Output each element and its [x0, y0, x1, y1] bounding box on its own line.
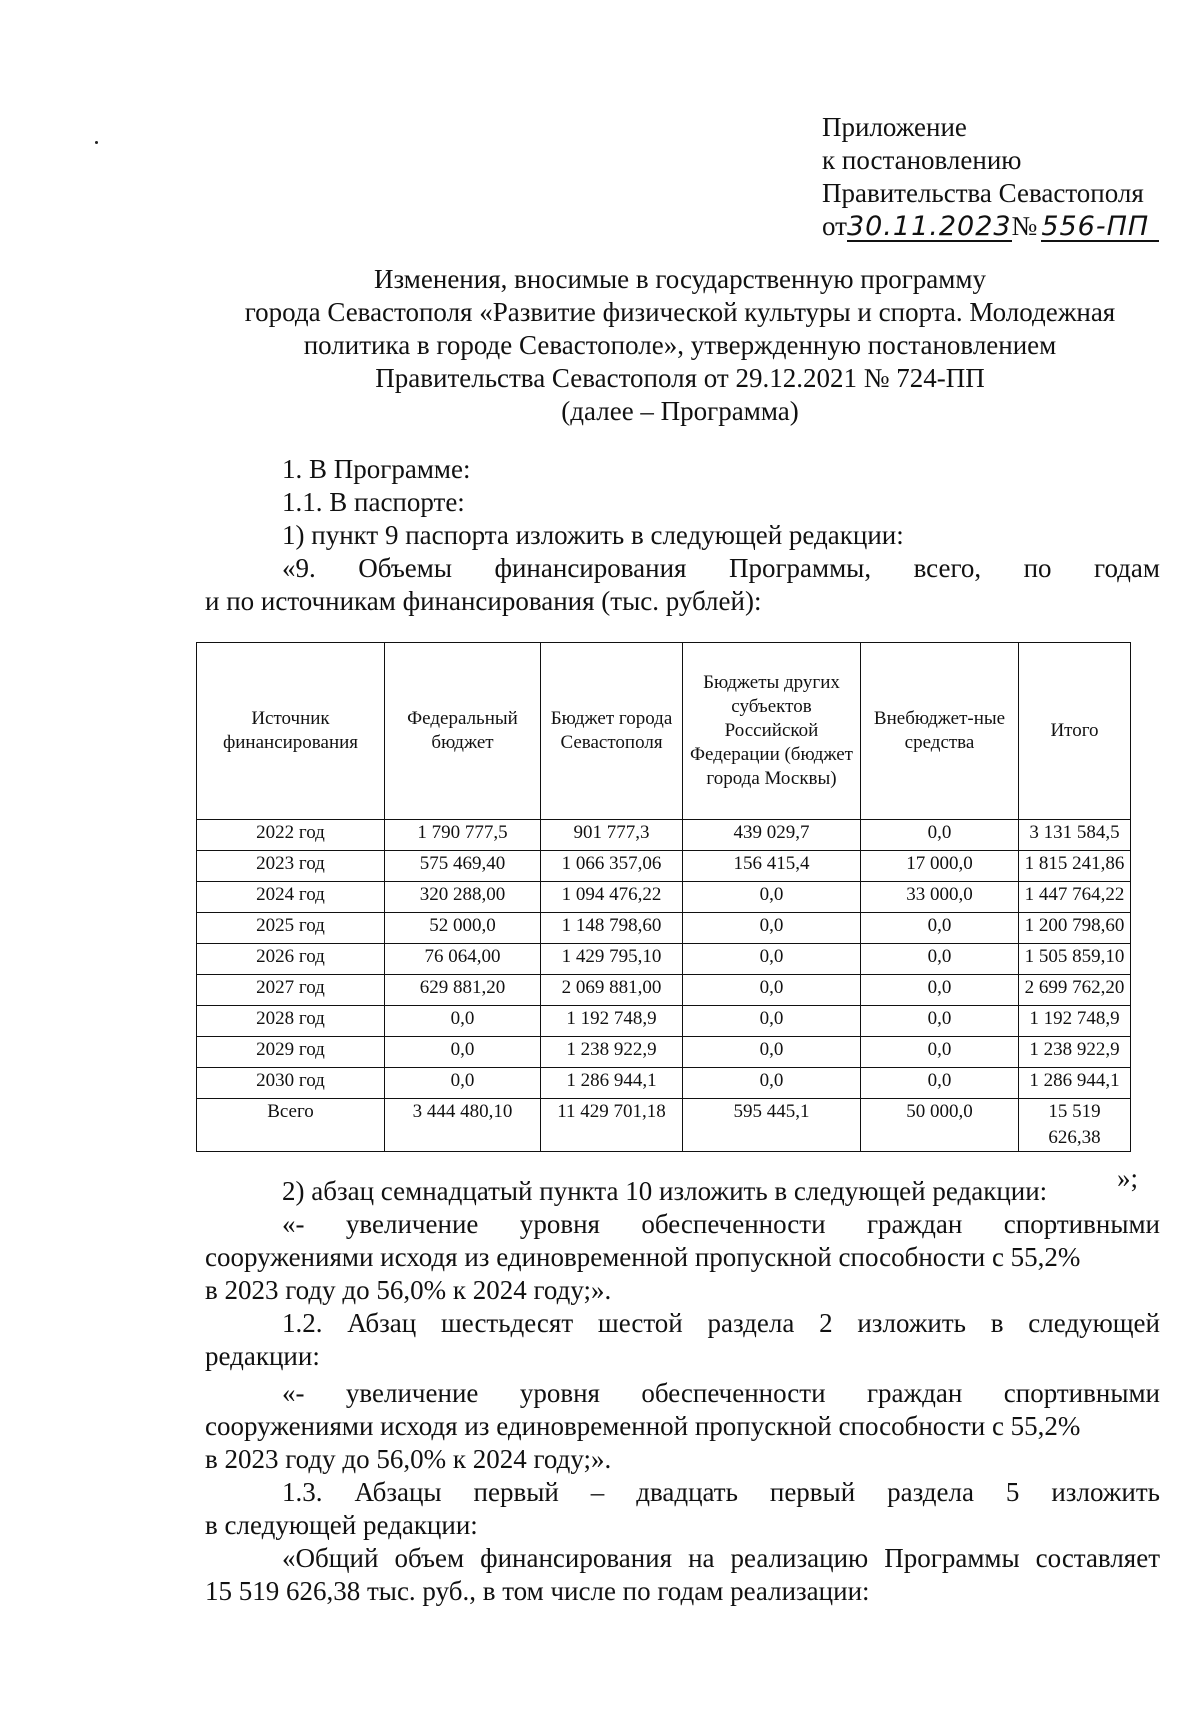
table-cell: 0,0	[861, 944, 1019, 975]
table-cell: 0,0	[861, 975, 1019, 1006]
table-cell: 3 444 480,10	[385, 1099, 541, 1152]
para-1-2-quote-line-1: «- увеличение уровня обеспеченности граждан спортивными	[282, 1378, 1160, 1408]
table-cell: 2028 год	[197, 1006, 385, 1037]
table-cell: 0,0	[683, 944, 861, 975]
table-cell: 2023 год	[197, 851, 385, 882]
para-2-intro: 2) абзац семнадцатый пункта 10 изложить в следующей редакции:	[282, 1176, 1048, 1206]
table-cell: 2026 год	[197, 944, 385, 975]
table-cell: 1 094 476,22	[541, 882, 683, 913]
table-cell: 1 815 241,86	[1019, 851, 1131, 882]
table-cell: 2 699 762,20	[1019, 975, 1131, 1006]
table-cell: 2030 год	[197, 1068, 385, 1099]
para-1-2-quote-line-2: сооружениями исходя из единовременной пропускной способности с 55,2%	[205, 1411, 1081, 1441]
table-cell: 1 790 777,5	[385, 820, 541, 851]
table-row	[197, 1006, 1131, 1037]
table-cell: 1 238 922,9	[1019, 1037, 1131, 1068]
table-cell: 1 192 748,9	[1019, 1006, 1131, 1037]
header-other-subjects: Бюджеты других субъектов Российской Федерации (бюджет города Москвы)	[683, 643, 861, 820]
table-header-row	[197, 643, 1131, 820]
table-cell: 0,0	[683, 1037, 861, 1068]
table-cell: 50 000,0	[861, 1099, 1019, 1152]
table-cell: 76 064,00	[385, 944, 541, 975]
table-cell: 0,0	[861, 820, 1019, 851]
financing-table	[196, 642, 1131, 1152]
table-row	[197, 820, 1131, 851]
section-1-heading: 1. В Программе:	[282, 454, 471, 484]
table-body	[197, 820, 1131, 1152]
table-cell: 0,0	[385, 1037, 541, 1068]
number-prefix: №	[1011, 211, 1038, 241]
section-1	[205, 453, 1160, 618]
header-extrabudgetary: Внебюджет-ные средства	[861, 643, 1019, 820]
table-row-total	[197, 1099, 1131, 1152]
table-cell: 17 000,0	[861, 851, 1019, 882]
table-cell: 2027 год	[197, 975, 385, 1006]
table-row	[197, 1068, 1131, 1099]
table-row	[197, 851, 1131, 882]
table-cell: 2 069 881,00	[541, 975, 683, 1006]
title-line-4: Правительства Севастополя от 29.12.2021 № 724-ПП	[375, 363, 985, 393]
table-cell: 0,0	[861, 1068, 1019, 1099]
table-cell: 0,0	[861, 1006, 1019, 1037]
date-prefix: от	[822, 211, 847, 241]
table-cell: 1 148 798,60	[541, 913, 683, 944]
table-cell: 320 288,00	[385, 882, 541, 913]
table-cell: 0,0	[683, 882, 861, 913]
table-cell: 0,0	[683, 1068, 861, 1099]
table-cell: 15 519 626,38	[1019, 1099, 1131, 1152]
table-cell: 1 066 357,06	[541, 851, 683, 882]
title-line-2: города Севастополя «Развитие физической культуры и спорта. Молодежная	[244, 297, 1116, 327]
table-cell: 0,0	[385, 1006, 541, 1037]
title-line-3: политика в городе Севастополе», утвержденную постановлением	[303, 330, 1057, 360]
table-cell: 1 238 922,9	[541, 1037, 683, 1068]
closing-quote: »;	[1117, 1163, 1139, 1193]
document-title	[200, 263, 1160, 428]
table-cell: 0,0	[683, 1006, 861, 1037]
header-total: Итого	[1019, 643, 1131, 820]
section-1-1-heading: 1.1. В паспорте:	[282, 487, 465, 517]
para-1-3-quote-line-2: 15 519 626,38 тыс. руб., в том числе по годам реализации:	[205, 1576, 870, 1606]
table-cell: 2024 год	[197, 882, 385, 913]
table-cell: 33 000,0	[861, 882, 1019, 913]
table-cell: 156 415,4	[683, 851, 861, 882]
header-federal: Федеральный бюджет	[385, 643, 541, 820]
table-cell: 2029 год	[197, 1037, 385, 1068]
para-1-3-quote-line-1: «Общий объем финансирования на реализацию Программы составляет	[282, 1543, 1160, 1573]
handwritten-number: 556-ПП	[1041, 214, 1159, 242]
appendix-block	[822, 111, 1159, 243]
table-row	[197, 882, 1131, 913]
table-cell: 0,0	[683, 975, 861, 1006]
appendix-line-2: к постановлению	[822, 145, 1022, 175]
table-cell: 1 192 748,9	[541, 1006, 683, 1037]
handwritten-date: 30.11.2023	[846, 211, 1012, 242]
table-cell: 1 505 859,10	[1019, 944, 1131, 975]
table-cell: 0,0	[861, 913, 1019, 944]
title-line-5: (далее – Программа)	[561, 396, 799, 426]
financing-table-wrapper	[196, 642, 1130, 1152]
table-cell: 0,0	[683, 913, 861, 944]
header-source: Источник финансирования	[197, 643, 385, 820]
section-continued	[205, 1175, 1160, 1608]
para-2-quote-line-3: в 2023 году до 56,0% к 2024 году;».	[205, 1275, 612, 1305]
table-cell: 3 131 584,5	[1019, 820, 1131, 851]
para-1-2-line-1: 1.2. Абзац шестьдесят шестой раздела 2 изложить в следующей	[282, 1308, 1160, 1338]
table-row	[197, 1037, 1131, 1068]
para-2-quote-line-1: «- увеличение уровня обеспеченности граждан спортивными	[282, 1209, 1160, 1239]
table-cell: 1 286 944,1	[1019, 1068, 1131, 1099]
para-1-2-quote-line-3: в 2023 году до 56,0% к 2024 году;».	[205, 1444, 612, 1474]
table-cell: 1 286 944,1	[541, 1068, 683, 1099]
table-cell: 0,0	[385, 1068, 541, 1099]
header-city-budget: Бюджет города Севастополя	[541, 643, 683, 820]
table-cell: 2025 год	[197, 913, 385, 944]
table-cell: 901 777,3	[541, 820, 683, 851]
table-cell: 52 000,0	[385, 913, 541, 944]
para-1-3-line-1: 1.3. Абзацы первый – двадцать первый раздела 5 изложить	[282, 1477, 1160, 1507]
table-row	[197, 944, 1131, 975]
table-row	[197, 975, 1131, 1006]
section-1-1-item-1: 1) пункт 9 паспорта изложить в следующей редакции:	[282, 520, 904, 550]
table-cell: 1 429 795,10	[541, 944, 683, 975]
table-cell: 2022 год	[197, 820, 385, 851]
table-cell: 595 445,1	[683, 1099, 861, 1152]
appendix-line-3: Правительства Севастополя	[822, 178, 1144, 208]
para-1-3-line-2: в следующей редакции:	[205, 1510, 478, 1540]
scan-speck	[95, 141, 98, 144]
table-cell: 629 881,20	[385, 975, 541, 1006]
table-cell: 439 029,7	[683, 820, 861, 851]
appendix-date-line	[822, 210, 1159, 243]
title-line-1: Изменения, вносимые в государственную программу	[374, 264, 986, 294]
para-1-2-line-2: редакции:	[205, 1341, 320, 1371]
table-cell: 0,0	[861, 1037, 1019, 1068]
item-9-line-1: «9. Объемы финансирования Программы, всего, по годам	[282, 553, 1160, 583]
table-cell: Всего	[197, 1099, 385, 1152]
table-cell: 575 469,40	[385, 851, 541, 882]
item-9-line-2: и по источникам финансирования (тыс. рублей):	[205, 586, 762, 616]
table-cell: 1 200 798,60	[1019, 913, 1131, 944]
appendix-line-1: Приложение	[822, 112, 967, 142]
para-2-quote-line-2: сооружениями исходя из единовременной пропускной способности с 55,2%	[205, 1242, 1081, 1272]
table-cell: 1 447 764,22	[1019, 882, 1131, 913]
table-row	[197, 913, 1131, 944]
table-cell: 11 429 701,18	[541, 1099, 683, 1152]
